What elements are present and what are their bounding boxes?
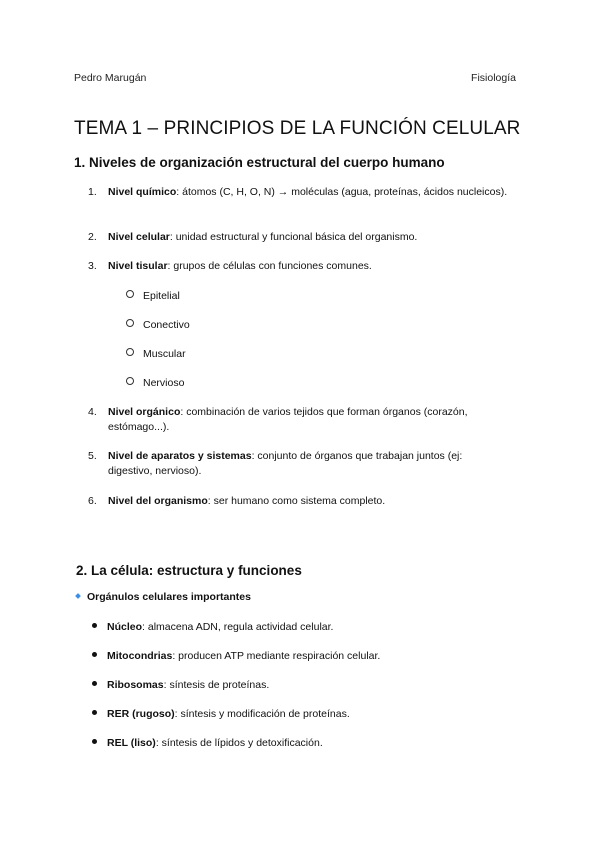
level-description: : grupos de células con funciones comunes. [167,260,372,272]
list-item [92,707,350,722]
bullet-icon [92,681,97,686]
level-name: Nivel de aparatos y sistemas [108,450,252,462]
section1-heading: 1. Niveles de organización estructural del cuerpo humano [74,155,445,170]
level-name: Nivel celular [108,231,170,243]
organelle-description: : síntesis de lípidos y detoxificación. [155,737,323,749]
tissue-name: Conectivo [143,319,190,331]
organelle-description: : producen ATP mediante respiración celular. [172,650,381,662]
tissue-name: Muscular [143,348,186,360]
tissue-name: Nervioso [143,377,185,389]
circle-bullet-icon [126,348,134,356]
organelle-description: : síntesis y modificación de proteínas. [174,708,350,720]
sub-list-item [126,318,190,333]
level-description: : átomos (C, H, O, N) → moléculas (agua, proteínas, ácidos nucleicos). [176,186,508,198]
section2-heading: 2. La célula: estructura y funciones [76,563,302,578]
sub-list-item [126,347,186,362]
bullet-icon [92,623,97,628]
bullet-icon [92,652,97,657]
level-description: : unidad estructural y funcional básica del organismo. [169,231,418,243]
circle-bullet-icon [126,319,134,327]
level-description: : conjunto de órganos que trabajan juntos (ej: digestivo, nervioso). [108,450,463,477]
circle-bullet-icon [126,290,134,298]
level-name: Nivel tisular [108,260,168,272]
list-item [92,649,380,664]
sub-list-item [126,289,180,304]
sub-list-item [126,376,184,391]
list-number: 1. [88,186,97,198]
level-name: Nivel químico [108,186,177,198]
list-number: 5. [88,450,97,462]
diamond-bullet-icon [75,593,81,599]
list-number: 3. [88,260,97,272]
level-name: Nivel orgánico [108,406,181,418]
header-author: Pedro Marugán [74,72,147,84]
header-subject: Fisiología [471,72,516,84]
circle-bullet-icon [126,377,134,385]
organelle-name: REL (liso) [107,737,156,749]
level-description: : combinación de varios tejidos que forman órganos (corazón, estómago...). [108,406,468,433]
subheading-row [76,591,251,603]
level-name: Nivel del organismo [108,495,208,507]
organelle-name: Núcleo [107,621,143,633]
list-number: 4. [88,406,97,418]
list-item [92,736,323,751]
organelle-description: : síntesis de proteínas. [163,679,270,691]
document-title: TEMA 1 – PRINCIPIOS DE LA FUNCIÓN CELULAR [74,118,521,139]
list-number: 6. [88,495,97,507]
bullet-icon [92,739,97,744]
organelle-name: RER (rugoso) [107,708,175,720]
organelle-name: Ribosomas [107,679,164,691]
level-description: : ser humano como sistema completo. [207,495,386,507]
organelle-name: Mitocondrias [107,650,173,662]
list-item [92,620,333,635]
list-number: 2. [88,231,97,243]
subheading: Orgánulos celulares importantes [87,591,251,603]
list-item [92,678,269,693]
organelle-description: : almacena ADN, regula actividad celular. [142,621,334,633]
tissue-name: Epitelial [143,290,180,302]
bullet-icon [92,710,97,715]
